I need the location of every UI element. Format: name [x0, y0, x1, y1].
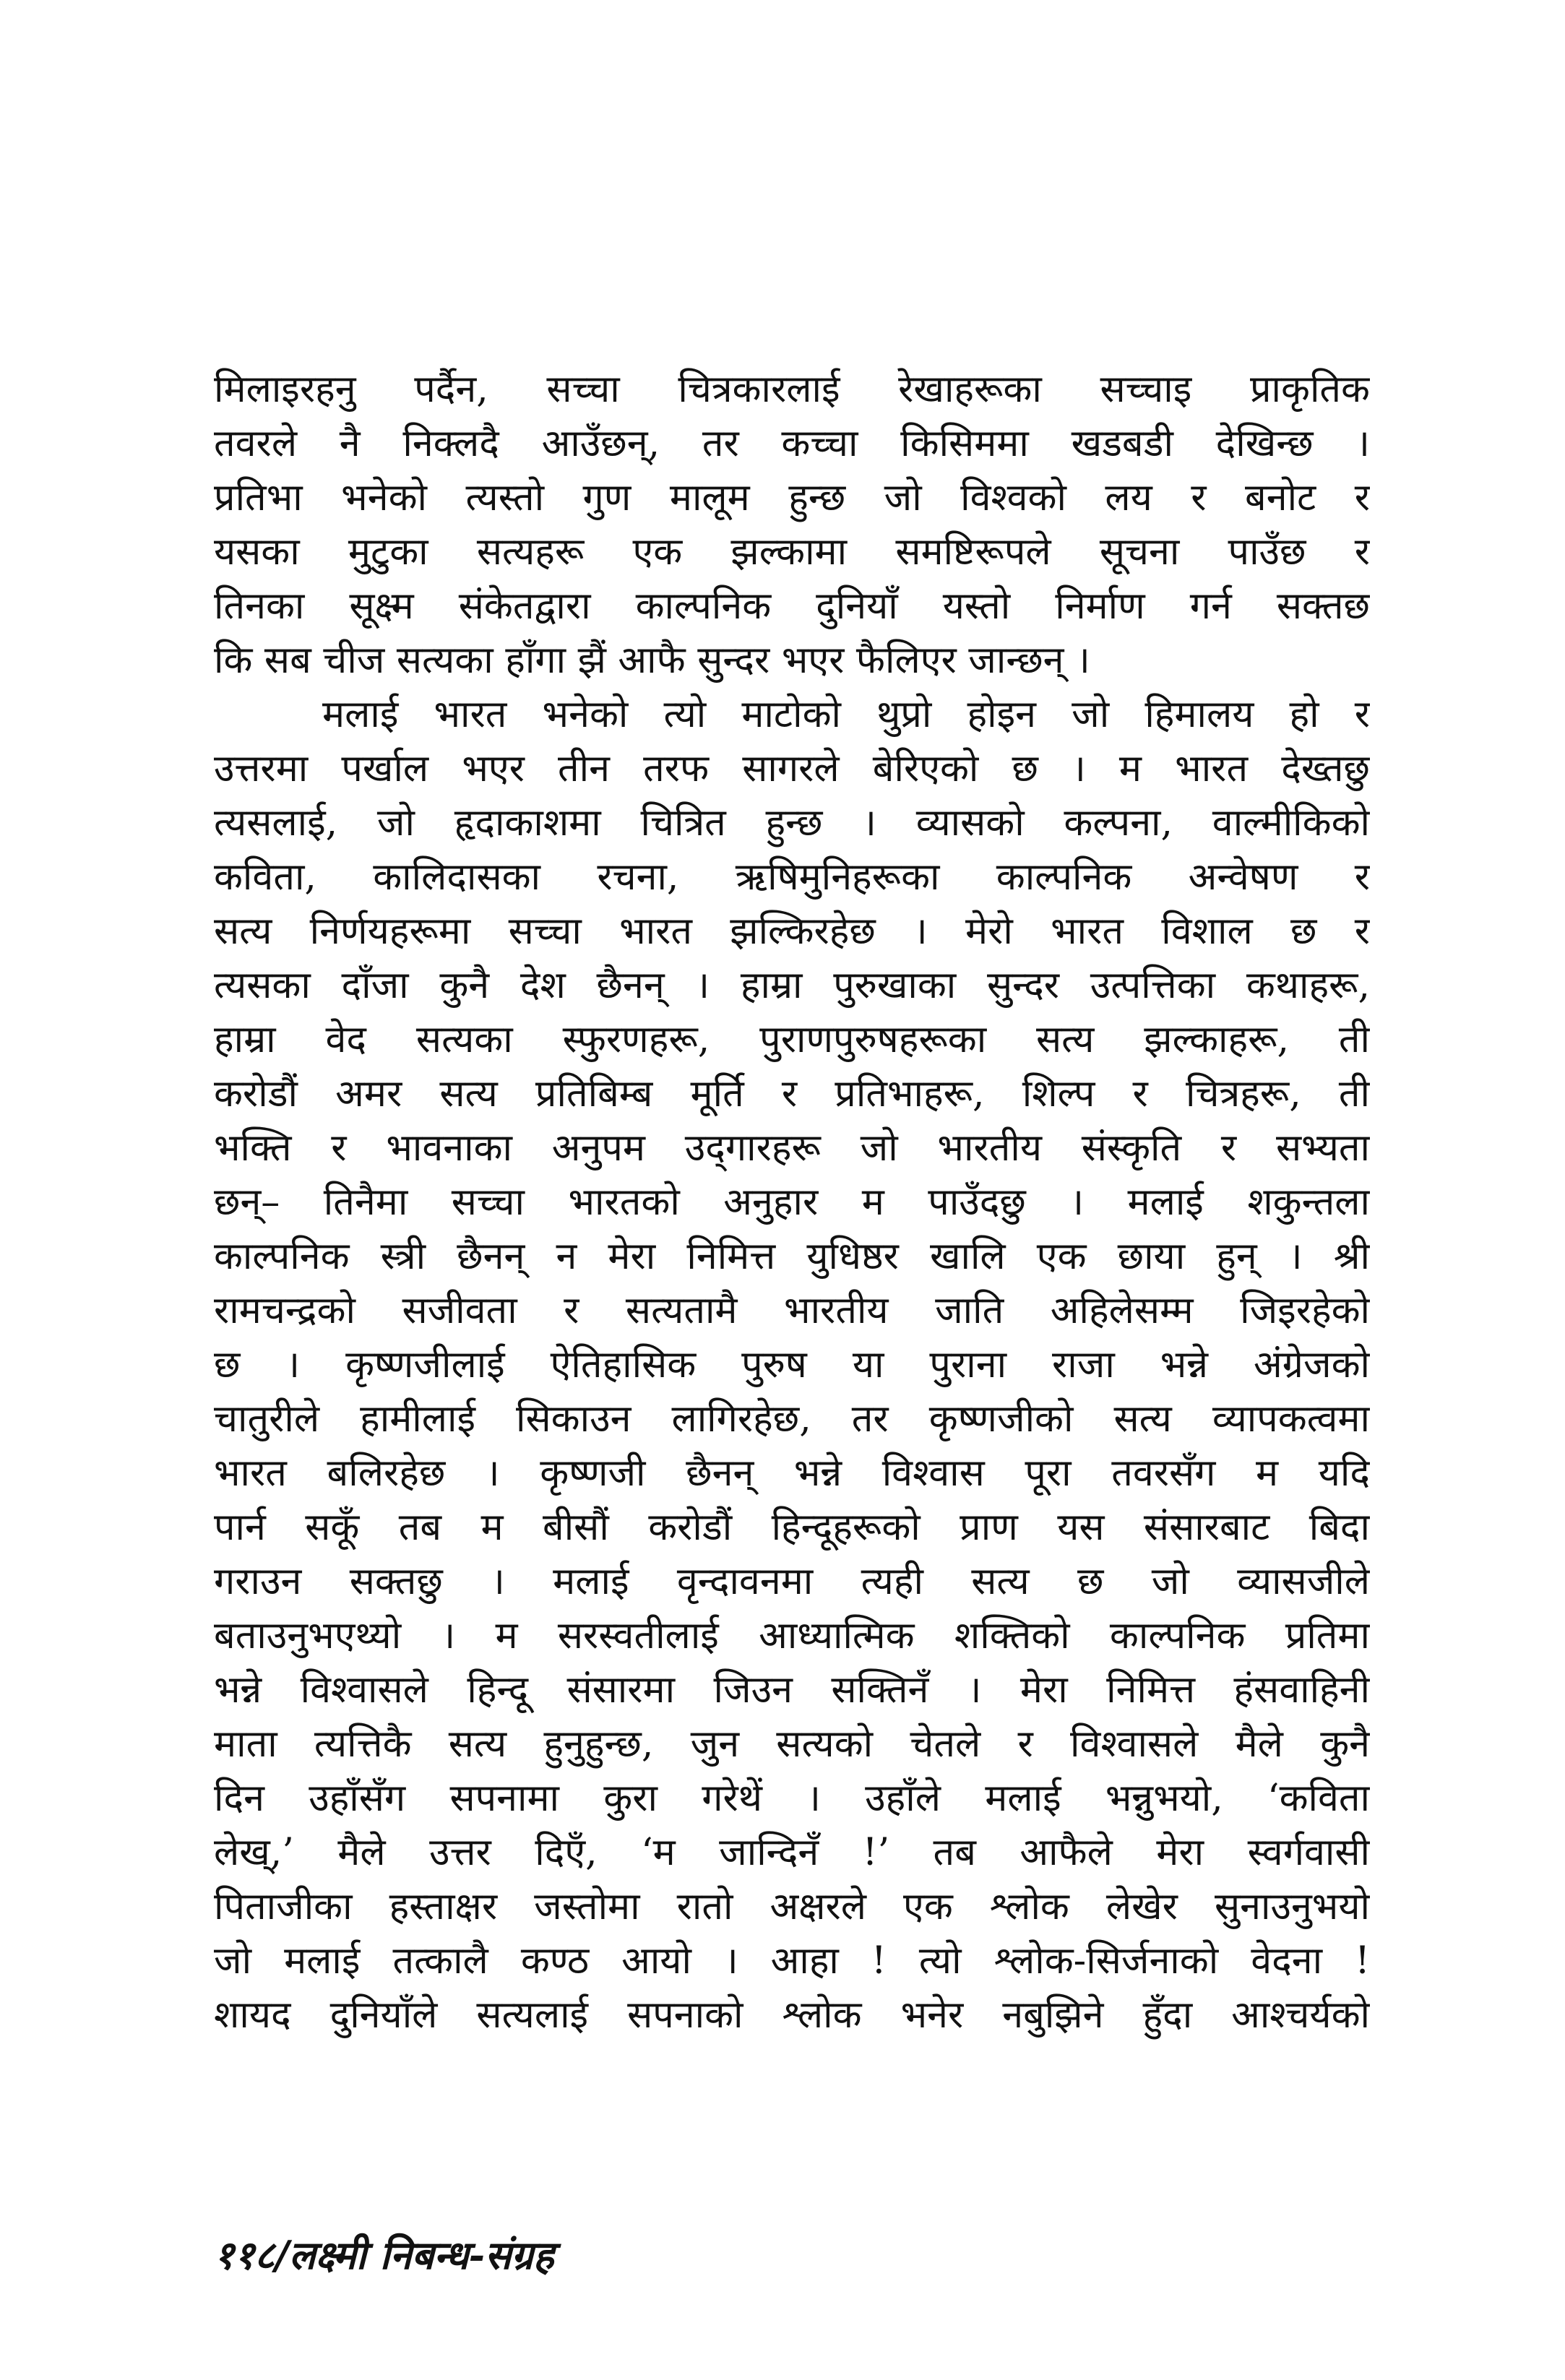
text-line: भारत बलिरहेछ । कृष्णजी छैनन् भन्ने विश्वास पूरा तवरसँग म यदि — [214, 1452, 1370, 1495]
page-footer: ११८/लक्ष्मी निबन्ध-संग्रह — [214, 2232, 554, 2278]
text-line: जो मलाई तत्कालै कण्ठ आयो । आहा ! त्यो श्लोक-सिर्जनाको वेदना ! — [214, 1939, 1370, 1983]
text-line: प्रतिभा भनेको त्यस्तो गुण मालूम हुन्छ जो विश्वको लय र बनोट र — [214, 476, 1370, 519]
text-line: माता त्यत्तिकै सत्य हुनुहुन्छ, जुन सत्यको चेतले र विश्वासले मैले कुनै — [214, 1723, 1370, 1766]
text-line: मलाई भारत भनेको त्यो माटोको थुप्रो होइन जो हिमालय हो र — [322, 693, 1370, 736]
text-line: गराउन सक्तछु । मलाई वृन्दावनमा त्यही सत्य छ जो व्यासजीले — [214, 1560, 1370, 1603]
text-line: तिनका सूक्ष्म संकेतद्वारा काल्पनिक दुनियाँ यस्तो निर्माण गर्न सक्तछ — [214, 585, 1370, 628]
text-line: तवरले नै निक्लदै आउँछन्, तर कच्चा किसिममा खडबडी देखिन्छ । — [214, 422, 1370, 465]
text-line: यसका मुटुका सत्यहरू एक झल्कामा समष्टिरूपले सूचना पाउँछ र — [214, 530, 1370, 574]
text-line: रामचन्द्रको सजीवता र सत्यतामै भारतीय जाति अहिलेसम्म जिइरहेको — [214, 1289, 1370, 1332]
text-line: उत्तरमा पर्खाल भएर तीन तरफ सागरले बेरिएको छ । म भारत देख्तछु — [214, 747, 1370, 790]
text-line: करोडौं अमर सत्य प्रतिबिम्ब मूर्ति र प्रतिभाहरू, शिल्प र चित्रहरू, ती — [214, 1072, 1370, 1116]
text-line: त्यसका दाँजा कुनै देश छैनन् । हाम्रा पुरुखाका सुन्दर उत्पत्तिका कथाहरू, — [214, 964, 1370, 1007]
text-line: पार्न सकूँ तब म बीसौं करोडौं हिन्दूहरूको प्राण यस संसारबाट बिदा — [214, 1506, 1370, 1549]
text-line: भक्ति र भावनाका अनुपम उद्‌गारहरू जो भारतीय संस्कृति र सभ्यता — [214, 1126, 1370, 1170]
text-line: सत्य निर्णयहरूमा सच्चा भारत झल्किरहेछ । मेरो भारत विशाल छ र — [214, 910, 1370, 953]
text-line: दिन उहाँसँग सपनामा कुरा गरेथें । उहाँले मलाई भन्नुभयो, ‘कविता — [214, 1777, 1370, 1820]
text-line: कविता, कालिदासका रचना, ऋषिमुनिहरूका काल्पनिक अन्वेषण र — [214, 855, 1370, 899]
text-line: शायद दुनियाँले सत्यलाई सपनाको श्लोक भनेर नबुझिने हुँदा आश्चर्यको — [214, 1993, 1370, 2037]
paragraph — [214, 688, 1370, 2043]
text-line: चातुरीले हामीलाई सिकाउन लागिरहेछ, तर कृष्णजीको सत्य व्यापकत्वमा — [214, 1397, 1370, 1441]
paragraph — [214, 363, 1370, 688]
body-text — [214, 363, 1370, 2043]
text-line: कि सब चीज सत्यका हाँगा झैं आफै सुन्दर भएर फैलिएर जान्छन् । — [214, 639, 1090, 682]
text-line: हाम्रा वेद सत्यका स्फुरणहरू, पुराणपुरुषहरूका सत्य झल्काहरू, ती — [214, 1018, 1370, 1061]
text-line: पिताजीका हस्ताक्षर जस्तोमा रातो अक्षरले एक श्लोक लेखेर सुनाउनुभयो — [214, 1885, 1370, 1928]
text-line: लेख्,’ मैले उत्तर दिएँ, ‘म जान्दिनँ !’ तब आफैले मेरा स्वर्गवासी — [214, 1831, 1370, 1874]
text-line: काल्पनिक स्त्री छैनन् न मेरा निमित्त युधिष्ठर खालि एक छाया हुन् । श्री — [214, 1235, 1370, 1278]
text-line: त्यसलाई, जो हृदाकाशमा चित्रित हुन्छ । व्यासको कल्पना, वाल्मीकिको — [214, 801, 1370, 845]
text-line: भन्ने विश्वासले हिन्दू संसारमा जिउन सक्तिनँ । मेरा निमित्त हंसवाहिनी — [214, 1668, 1370, 1712]
text-line: छन्– तिनैमा सच्चा भारतको अनुहार म पाउँदछु । मलाई शकुन्तला — [214, 1181, 1370, 1224]
text-line: बताउनुभएथ्यो । म सरस्वतीलाई आध्यात्मिक शक्तिको काल्पनिक प्रतिमा — [214, 1614, 1370, 1657]
text-line: मिलाइरहनु पर्दैन, सच्चा चित्रकारलाई रेखाहरूका सच्चाइ प्राकृतिक — [214, 368, 1370, 411]
text-line: छ । कृष्णजीलाई ऐतिहासिक पुरुष या पुराना राजा भन्ने अंग्रेजको — [214, 1343, 1370, 1387]
